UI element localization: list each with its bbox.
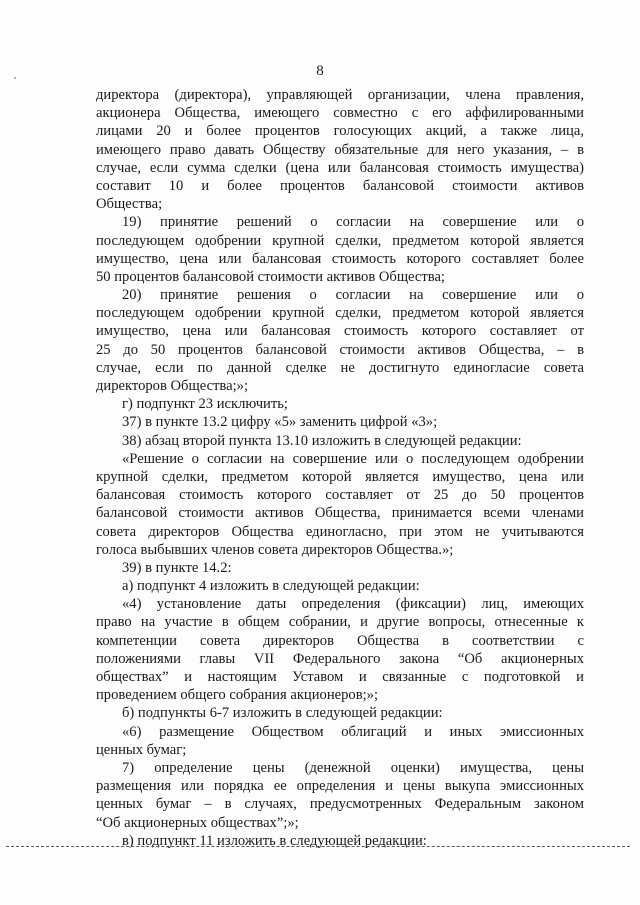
text-line: акционера Общества, имеющего совместно с его аффилированными [96, 105, 584, 122]
text-line: балансовой стоимости активов Общества, принимается всеми членами [96, 505, 584, 522]
text-line: 25 до 50 процентов балансовой стоимости активов Общества, – в [96, 341, 584, 358]
text-line: обществах” и настоящим Уставом и связанные с подготовкой и [96, 669, 584, 685]
text-line: «Решение о согласии на совершение или о последующем одобрении [122, 450, 584, 467]
text-line: последующем одобрении крупной сделки, предметом которой является [96, 305, 584, 322]
text-line: «4) установление даты определения (фиксации) лиц, имеющих [122, 596, 584, 613]
text-line: директора (директора), управляющей организации, члена правления, [96, 87, 584, 103]
text-line: лицами 20 и более процентов голосующих акций, а также лица, [96, 123, 584, 140]
text-line: право на участие в общем собрании, и другие вопросы, отнесенные к [96, 614, 584, 631]
text-line: ценных бумаг – в случаях, предусмотренных Федеральным законом [96, 796, 584, 813]
text-line: имеющего право давать Обществу обязательные для него указания, – в [96, 141, 584, 158]
text-line: размещения или порядка ее определения и цены выкупа эмиссионных [96, 778, 584, 795]
text-line: 39) в пункте 14.2: [122, 559, 232, 576]
text-line: 37) в пункте 13.2 цифру «5» заменить цифрой «3»; [122, 414, 438, 431]
text-line: последующем одобрении крупной сделки, предметом которой является [96, 232, 584, 249]
text-line: случае, если сумма сделки (цена или балансовая стоимость имущества) [96, 159, 584, 176]
text-line: имущество, цена или балансовая стоимость которого составляет от [96, 323, 584, 340]
text-line: 38) абзац второй пункта 13.10 изложить в следующей редакции: [122, 432, 522, 449]
text-line: в) подпункт 11 изложить в следующей редакции: [122, 832, 427, 849]
text-line: а) подпункт 4 изложить в следующей редакции: [122, 578, 420, 595]
text-line: директоров Общества;»; [96, 378, 249, 394]
text-line: Общества; [96, 196, 163, 213]
text-line: 19) принятие решений о согласии на совершение или о [122, 214, 584, 231]
text-line: 50 процентов балансовой стоимости активов Общества; [96, 268, 445, 285]
text-line: голоса выбывших членов совета директоров Общества.»; [96, 541, 454, 558]
text-line: 7) определение цены (денежной оценки) имущества, цены [122, 759, 584, 776]
document-body [96, 86, 584, 850]
text-line: крупной сделки, предметом которой является имущество, цена или [96, 468, 584, 485]
text-line: 20) принятие решения о согласии на совершение или о [122, 287, 584, 304]
bottom-divider [6, 846, 630, 847]
text-line: положениями главы VII Федерального закона “Об акционерных [96, 650, 584, 667]
text-line: г) подпункт 23 исключить; [122, 396, 288, 413]
text-line: балансовая стоимость которого составляет от 25 до 50 процентов [96, 487, 584, 504]
text-line: совета директоров Общества единогласно, при этом не учитываются [96, 523, 584, 540]
text-line: ценных бумаг; [96, 741, 187, 758]
text-line: компетенции совета директоров Общества в соответствии с [96, 632, 584, 649]
text-line: проведением общего собрания акционеров;»; [96, 687, 378, 704]
text-line: «6) размещение Обществом облигаций и иных эмиссионных [122, 723, 584, 740]
text-line: б) подпункты 6-7 изложить в следующей редакции: [122, 705, 443, 722]
page-number: 8 [316, 63, 324, 79]
text-line: “Об акционерных обществах”;»; [96, 814, 299, 831]
text-line: имущество, цена или балансовая стоимость которого составляет более [96, 250, 584, 267]
text-line: случае, если по данной сделке не достигнуто единогласие совета [96, 359, 584, 376]
text-line: составит 10 и более процентов балансовой стоимости активов [96, 177, 584, 194]
